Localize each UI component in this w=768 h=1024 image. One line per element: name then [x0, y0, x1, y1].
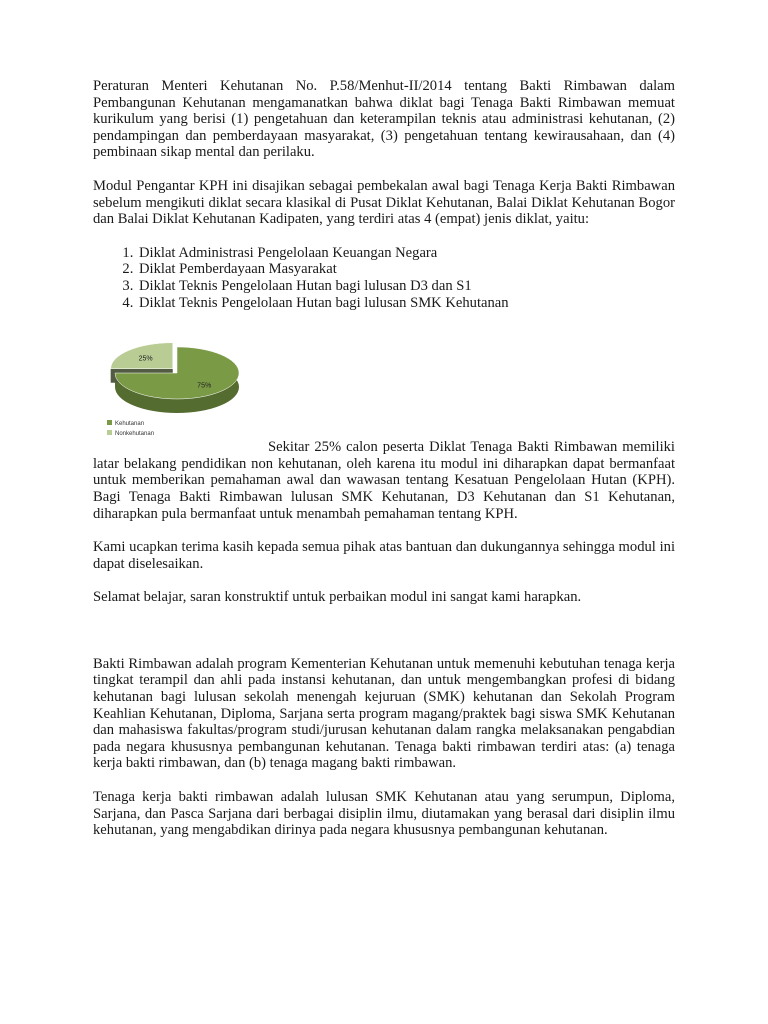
paragraph-6: Bakti Rimbawan adalah program Kementerian Kehutanan untuk memenuhi kebutuhan tenaga kerja tingkat terampil dan ahli pada instansi kehutanan, dan untuk mengembangkan profesi di bidang kehutanan bagi lulusan sekolah menengah kejuruan (SMK) kehutanan dan Sekolah Program Keahlian Kehutanan, Diploma, Sarjana serta program magang/praktek bagi siswa SMK Kehutanan dan mahasiswa fakultas/program studi/jurusan kehutanan dalam rangka melaksanakan pengabdian pada negara khususnya pembangunan kehutanan. Tenaga bakti rimbawan terdiri atas: (a) tenaga kerja bakti rimbawan, dan (b) tenaga magang bakti rimbawan. [93, 655, 675, 772]
list-item: 1. Diklat Administrasi Pengelolaan Keuangan Negara [137, 245, 675, 262]
chart-row [93, 333, 675, 439]
pie-data-label: 25% [138, 355, 153, 363]
pie-chart-svg [105, 333, 265, 453]
legend-label: Nonkehutanan [115, 431, 155, 438]
paragraph-5: Selamat belajar, saran konstruktif untuk perbaikan modul ini sangat kami harapkan. [93, 589, 582, 606]
paragraph-2: Modul Pengantar KPH ini disajikan sebagai pembekalan awal bagi Tenaga Kerja Bakti Rimbawan sebelum mengikuti diklat secara klasikal di Pusat Diklat Kehutanan, Balai Diklat Kehutanan Bogor dan Balai Diklat Kehutanan Kadipaten, yang terdiri atas 4 (empat) jenis diklat, yaitu: [93, 177, 675, 228]
pie-chart [105, 333, 265, 453]
list-item: 4. Diklat Teknis Pengelolaan Hutan bagi lulusan SMK Kehutanan [137, 295, 675, 312]
list-item: 2. Diklat Pemberdayaan Masyarakat [137, 261, 675, 278]
pie-data-label: 75% [197, 382, 212, 390]
legend-swatch [107, 430, 112, 435]
paragraph-4: Kami ucapkan terima kasih kepada semua pihak atas bantuan dan dukungannya sehingga modul ini dapat diselesaikan. [93, 539, 675, 572]
legend-swatch [107, 420, 112, 425]
paragraph-3: Sekitar 25% calon peserta Diklat Tenaga Bakti Rimbawan memiliki latar belakang pendidikan non kehutanan, oleh karena itu modul ini diharapkan dapat bermanfaat untuk memberikan pemahaman awal dan wawasan tentang Kesatuan Pengelolaan Hutan (KPH). Bagi Tenaga Bakti Rimbawan lulusan SMK Kehutanan, D3 Kehutanan dan S1 Kehutanan, diharapkan pula bermanfaat untuk menambah pemahaman tentang KPH. [93, 439, 675, 522]
diklat-list [93, 245, 675, 311]
document-page [93, 78, 675, 839]
paragraph-1: Peraturan Menteri Kehutanan No. P.58/Menhut-II/2014 tentang Bakti Rimbawan dalam Pembangunan Kehutanan mengamanatkan bahwa diklat bagi Tenaga Bakti Rimbawan memuat kurikulum yang berisi (1) pengetahuan dan keterampilan teknis atau administrasi kehutanan, (2) pendampingan dan pemberdayaan masyarakat, (3) pengetahuan tentang kewirausahaan, dan (4) pembinaan sikap mental dan perilaku. [93, 78, 675, 161]
paragraph-7: Tenaga kerja bakti rimbawan adalah lulusan SMK Kehutanan atau yang serumpun, Diploma, Sarjana, dan Pasca Sarjana dari berbagai disiplin ilmu, diutamakan yang berasal dari disiplin ilmu kehutanan, yang mengabdikan dirinya pada negara khususnya pembangunan kehutanan. [93, 789, 675, 839]
legend-label: Kehutanan [115, 421, 145, 428]
list-item: 3. Diklat Teknis Pengelolaan Hutan bagi lulusan D3 dan S1 [137, 278, 675, 295]
